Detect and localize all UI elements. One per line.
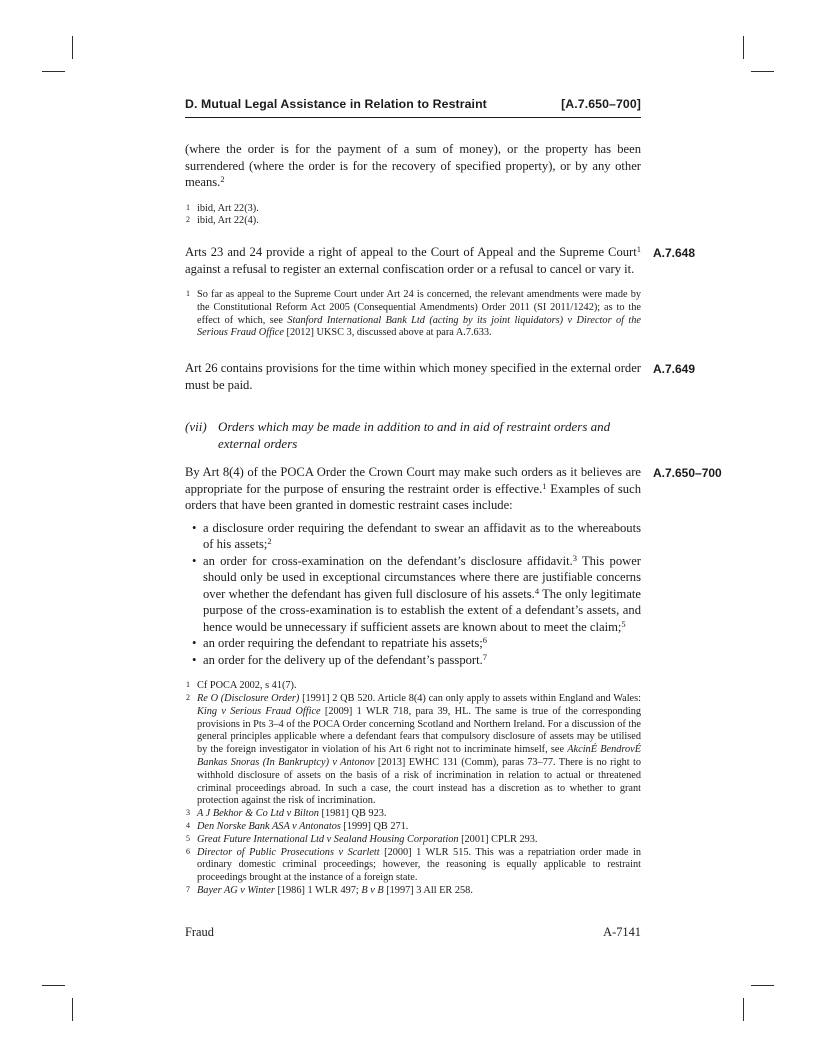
footnote bbox=[185, 289, 641, 340]
footnote-number: 6 bbox=[186, 846, 190, 856]
margin-paragraph-number: A.7.648 bbox=[653, 246, 696, 261]
bullet-icon: • bbox=[192, 652, 197, 667]
bullet-text bbox=[203, 653, 487, 667]
text-segment: This power should only be used in exceptional circumstances where there are justifiable concerns over whether the defendant has given full disclosure of his assets. bbox=[203, 553, 641, 601]
crop-mark-top-right-horizontal bbox=[751, 71, 774, 72]
paragraph-continuation bbox=[185, 141, 641, 191]
bullet-text bbox=[203, 521, 641, 552]
footnote bbox=[185, 203, 641, 216]
footnote-text bbox=[197, 808, 386, 819]
text-segment: [2009] 1 WLR 718, para 39, HL. The same is true of the corresponding provisions in Pts 3–4 of the POCA Order concerning Scotland and Northern Ireland. For a discussion of the general principles applicable where a defendant fears that compulsory disclosure of assets may be utilised by the foreign investigator in violation of his Art 6 right not to incriminate himself, see bbox=[197, 705, 641, 756]
footnote-text bbox=[197, 203, 259, 214]
numbered-paragraph-649 bbox=[185, 360, 696, 393]
bullet-list bbox=[185, 520, 641, 669]
footnote-number: 3 bbox=[186, 808, 190, 818]
text-segment: [2012] UKSC 3, discussed above at para A.7.633. bbox=[283, 327, 492, 339]
footnote bbox=[185, 821, 641, 834]
footnote-number: 5 bbox=[186, 833, 190, 843]
footnote-text bbox=[197, 693, 641, 806]
text-segment: [2013] EWHC 131 (Comm), paras 73–77. There is no right to withhold disclosure of assets on the basis of a risk of incrimination in relation to actual or threatened criminal proceedings abroad. In such a case, the court instead has a discretion as to whether to grant protection against the risk of incrimination. bbox=[197, 757, 642, 807]
text-segment: A J Bekhor & Co Ltd v Bilton bbox=[197, 808, 319, 820]
text-segment: Arts 23 and 24 provide a right of appeal to the Court of Appeal and the Supreme Court bbox=[185, 245, 637, 260]
text-segment: B v B bbox=[361, 885, 384, 897]
running-header-title: D. Mutual Legal Assistance in Relation to Restraint bbox=[185, 97, 487, 111]
text-segment: [1991] 2 QB 520. Article 8(4) can only apply to assets within England and Wales: bbox=[299, 693, 641, 705]
footnote-block-3 bbox=[185, 680, 641, 898]
footnote bbox=[185, 885, 641, 898]
text-segment: [1986] 1 WLR 497; bbox=[274, 885, 362, 897]
footnote-reference: 6 bbox=[482, 635, 488, 646]
text-segment: Examples of such orders that have been granted in domestic restraint cases include: bbox=[185, 481, 641, 513]
crop-mark-bottom-left-vertical bbox=[72, 998, 73, 1021]
text-segment: Stanford International Bank Ltd (acting by its joint liquidators) v Director of the Serious Fraud Office bbox=[197, 314, 641, 339]
text-segment: an order requiring the defendant to repatriate his assets; bbox=[203, 636, 483, 651]
bullet-icon: • bbox=[192, 553, 197, 568]
bullet-item bbox=[185, 553, 641, 636]
text-segment: against a refusal to register an external confiscation order or a refusal to cancel or vary it. bbox=[185, 261, 635, 276]
text-segment: By Art 8(4) of the POCA Order the Crown Court may make such orders as it believes are appropriate for the purpose of ensuring the restraint order is effective. bbox=[185, 465, 641, 496]
paragraph-text bbox=[185, 360, 641, 393]
bullet-item bbox=[185, 652, 641, 669]
bullet-item bbox=[185, 520, 641, 553]
margin-paragraph-number: A.7.650–700 bbox=[653, 466, 722, 481]
footnote bbox=[185, 808, 641, 821]
text-column bbox=[185, 141, 722, 898]
footnote-text bbox=[197, 680, 297, 691]
footnote-text bbox=[197, 834, 537, 845]
footnote-reference: 1 bbox=[636, 244, 641, 255]
text-segment: Great Future International Ltd v Sealand Housing Corporation bbox=[197, 833, 459, 845]
text-segment: Cf POCA 2002, s 41(7). bbox=[197, 680, 297, 692]
text-segment: ibid, Art 22(3). bbox=[197, 202, 259, 214]
crop-mark-top-right-vertical bbox=[743, 36, 744, 59]
footnote-text bbox=[197, 885, 473, 896]
bullet-text bbox=[203, 554, 641, 634]
paragraph-text bbox=[185, 464, 641, 514]
footnote-reference: 4 bbox=[534, 585, 540, 596]
text-segment: Re O (Disclosure Order) bbox=[197, 693, 300, 705]
footnote-number: 7 bbox=[186, 885, 190, 895]
text-segment: King v Serious Fraud Office bbox=[197, 705, 321, 717]
footnote-reference: 1 bbox=[542, 480, 547, 491]
footnote-reference: 3 bbox=[572, 552, 577, 563]
footnote-reference: 2 bbox=[220, 174, 225, 184]
text-segment: (where the order is for the payment of a sum of money), or the property has been surrendered (where the order is for the recovery of specified property), or by any other means. bbox=[185, 142, 641, 189]
crop-mark-top-left-horizontal bbox=[42, 71, 65, 72]
footnote bbox=[185, 680, 641, 693]
page-footer bbox=[185, 925, 641, 940]
footer-page-number: A-7141 bbox=[603, 925, 641, 939]
footnote-text bbox=[197, 215, 259, 226]
footnote-number: 2 bbox=[186, 693, 190, 703]
footnote-number: 1 bbox=[186, 680, 190, 690]
crop-mark-bottom-left-horizontal bbox=[42, 985, 65, 986]
numbered-paragraph-650-700 bbox=[185, 464, 722, 514]
text-segment: Art 26 contains provisions for the time within which money specified in the external order must be paid. bbox=[185, 361, 641, 392]
margin-paragraph-number: A.7.649 bbox=[653, 362, 696, 377]
running-header-paragraph-range: [A.7.650–700] bbox=[561, 97, 641, 111]
footnote-reference: 2 bbox=[267, 536, 272, 547]
footnote-number: 1 bbox=[186, 202, 190, 212]
crop-mark-top-left-vertical bbox=[72, 36, 73, 59]
bullet-icon: • bbox=[192, 520, 197, 535]
text-segment: AkcinÉ BendrovÉ Bankas Snoras (In Bankruptcy) v Antonov bbox=[197, 744, 641, 769]
text-segment: [1981] QB 923. bbox=[318, 808, 387, 820]
text-segment: So far as appeal to the Supreme Court under Art 24 is concerned, the relevant amendments were made by the Constitutional Reform Act 2005 (Consequential Amendments) Order 2011 (SI 2011/1242); as to the effect of which, see bbox=[197, 289, 641, 326]
footnote-reference: 5 bbox=[621, 618, 626, 629]
text-segment: an order for the delivery up of the defendant’s passport. bbox=[203, 652, 483, 667]
footnote-text bbox=[197, 289, 641, 338]
bullet-icon: • bbox=[192, 636, 197, 651]
footnote bbox=[185, 693, 641, 808]
text-segment: [1999] QB 271. bbox=[340, 821, 409, 833]
bullet-text bbox=[203, 636, 487, 650]
footnote-number: 1 bbox=[186, 289, 190, 299]
footnote-text bbox=[197, 821, 408, 832]
text-segment: a disclosure order requiring the defendant to swear an affidavit as to the whereabouts of his assets; bbox=[203, 520, 641, 552]
footnote-block-2 bbox=[185, 289, 641, 340]
footnote bbox=[185, 847, 641, 885]
numbered-paragraph-648 bbox=[185, 244, 696, 277]
paragraph-text bbox=[185, 244, 641, 277]
text-segment: [1997] 3 All ER 258. bbox=[383, 885, 473, 897]
footnote bbox=[185, 834, 641, 847]
section-heading-number: (vii) bbox=[185, 419, 207, 435]
text-segment: Bayer AG v Winter bbox=[197, 885, 275, 897]
footnote bbox=[185, 215, 641, 228]
section-heading-vii bbox=[185, 419, 641, 452]
text-segment: Director of Public Prosecutions v Scarlett bbox=[197, 846, 380, 858]
text-segment: ibid, Art 22(4). bbox=[197, 215, 259, 227]
text-segment: an order for cross-examination on the defendant’s disclosure affidavit. bbox=[203, 553, 573, 568]
text-segment: Den Norske Bank ASA v Antonatos bbox=[197, 821, 341, 833]
footnote-text bbox=[197, 847, 641, 884]
footnote-number: 2 bbox=[186, 215, 190, 225]
section-heading-text: Orders which may be made in addition to and in aid of restraint orders and external orders bbox=[218, 419, 611, 451]
crop-mark-bottom-right-horizontal bbox=[751, 985, 774, 986]
footnote-reference: 7 bbox=[482, 651, 488, 662]
footnote-block-1 bbox=[185, 203, 641, 229]
text-segment: The only legitimate purpose of the cross-examination is to establish the extent of a defendant’s assets, and hence would be unnecessary if sufficient assets are known about to meet the claim; bbox=[203, 586, 641, 634]
bullet-item bbox=[185, 635, 641, 652]
running-header bbox=[185, 97, 641, 118]
footer-book-title: Fraud bbox=[185, 925, 214, 939]
text-segment: [2001] CPLR 293. bbox=[458, 833, 538, 845]
crop-mark-bottom-right-vertical bbox=[743, 998, 744, 1021]
footnote-number: 4 bbox=[186, 821, 190, 831]
text-segment: [2000] 1 WLR 515. This was a repatriation order made in ordinary domestic criminal proceedings; however, the reasoning is equally applicable to restraint proceedings brought at the instance of a foreign state. bbox=[197, 846, 641, 884]
